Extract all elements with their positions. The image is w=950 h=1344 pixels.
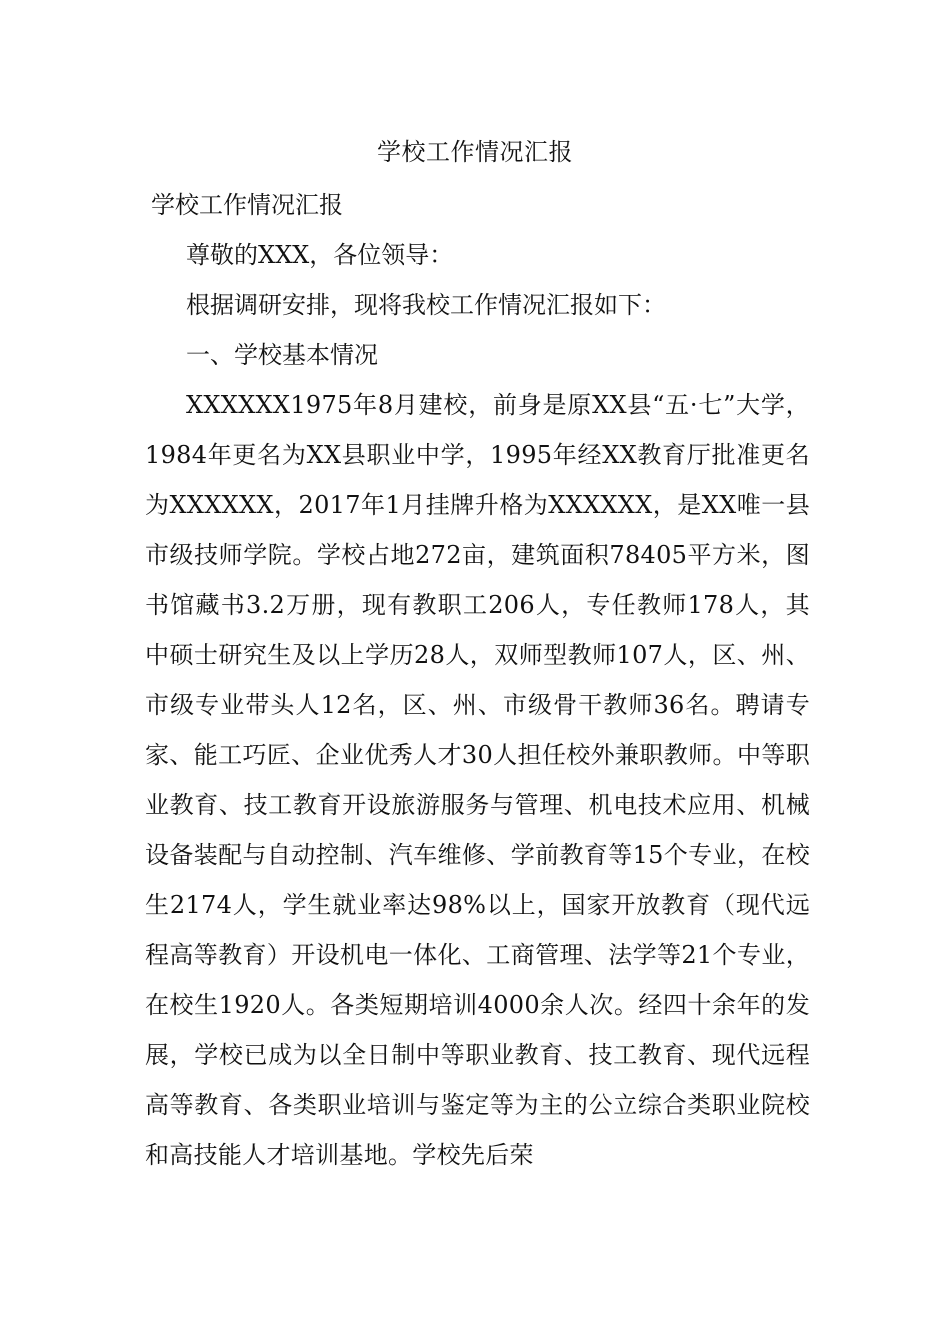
- intro-paragraph: 根据调研安排，现将我校工作情况汇报如下：: [186, 291, 666, 319]
- document-body: [145, 180, 810, 1180]
- salutation: 尊敬的XXX，各位领导：: [186, 241, 454, 269]
- body-paragraph: XXXXXX1975年8月建校，前身是原XX县“五·七”大学，1984年更名为XX县职业中学，1995年经XX教育厅批准更名为XXXXXX，2017年1月挂牌升格为XXXXXX，是XX唯一县市级技师学院。学校占地272亩，建筑面积78405平方米，图书馆藏书3.2万册，现有教职工206人，专任教师178人，其中硕士研究生及以上学历28人，双师型教师107人，区、州、市级专业带头人12名，区、州、市级骨干教师36名。聘请专家、能工巧匠、企业优秀人才30人担任校外兼职教师。中等职业教育、技工教育开设旅游服务与管理、机电技术应用、机械设备装配与自动控制、汽车维修、学前教育等15个专业，在校生2174人，学生就业率达98%以上，国家开放教育（现代远程高等教育）开设机电一体化、工商管理、法学等21个专业，在校生1920人。各类短期培训4000余人次。经四十余年的发展，学校已成为以全日制中等职业教育、技工教育、现代远程高等教育、各类职业培训与鉴定等为主的公立综合类职业院校和高技能人才培训基地。学校先后荣: [145, 391, 810, 1169]
- document-title: 学校工作情况汇报: [377, 138, 573, 166]
- document-subtitle: 学校工作情况汇报: [151, 191, 343, 219]
- section-heading: 一、学校基本情况: [186, 341, 378, 369]
